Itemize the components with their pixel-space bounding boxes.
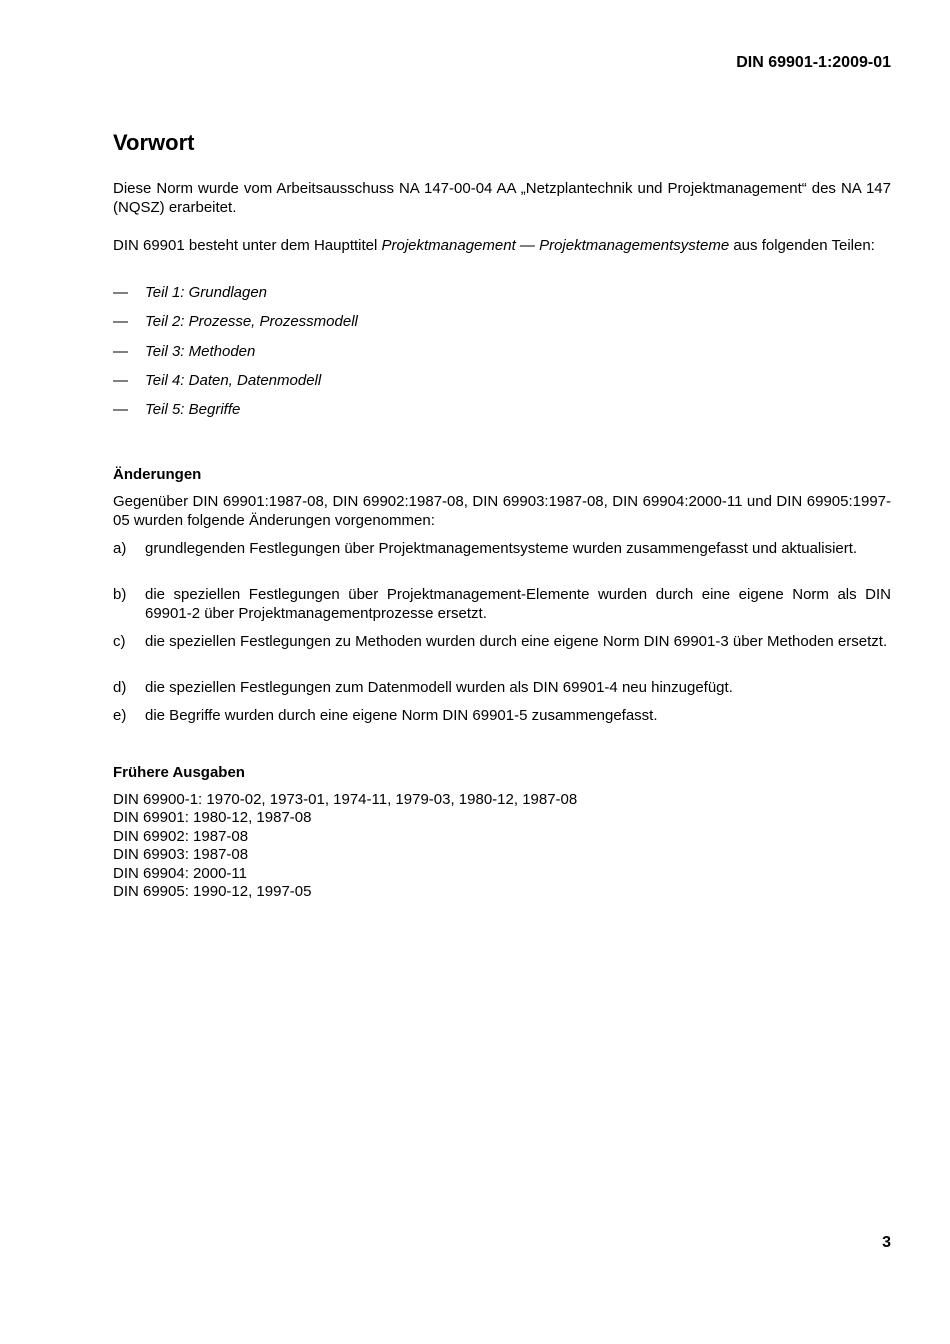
intro-paragraph-2 bbox=[113, 237, 891, 256]
dash-marker: — bbox=[113, 401, 128, 418]
change-text: die speziellen Festlegungen zum Datenmodell wurden als DIN 69901-4 neu hinzugefügt. bbox=[145, 679, 733, 696]
dash-marker: — bbox=[113, 313, 128, 330]
list-marker: a) bbox=[113, 540, 127, 557]
change-list-item bbox=[113, 707, 891, 726]
dash-marker: — bbox=[113, 372, 128, 389]
page-title: Vorwort bbox=[113, 130, 195, 155]
part-label: Teil 3: Methoden bbox=[145, 343, 256, 360]
change-text: die speziellen Festlegungen über Projektmanagement-Elemente wurden durch eine eigene Norm als DIN 69901-2 über Projektmanagementprozesse ersetzt. bbox=[145, 586, 891, 622]
change-list-item bbox=[113, 540, 891, 559]
changes-heading: Änderungen bbox=[113, 466, 202, 483]
earlier-editions-list bbox=[113, 791, 577, 901]
part-label: Teil 5: Begriffe bbox=[145, 401, 241, 418]
list-marker: e) bbox=[113, 707, 127, 724]
page-number: 3 bbox=[882, 1234, 891, 1251]
intro-text-1: Diese Norm wurde vom Arbeitsausschuss NA 147-00-04 AA „Netzplantechnik und Projektmanagement“ des NA 147 (NQSZ) erarbeitet. bbox=[113, 180, 891, 216]
edition-line: DIN 69902: 1987-08 bbox=[113, 827, 249, 845]
edition-line: DIN 69905: 1990-12, 1997-05 bbox=[113, 883, 312, 901]
changes-intro-text: Gegenüber DIN 69901:1987-08, DIN 69902:1987-08, DIN 69903:1987-08, DIN 69904:2000-11 und DIN 69905:1997-05 wurden folgende Änderungen vorgenommen: bbox=[113, 493, 891, 529]
change-list-item bbox=[113, 633, 891, 652]
intro-text-2 bbox=[113, 237, 891, 256]
change-text: die speziellen Festlegungen zu Methoden wurden durch eine eigene Norm DIN 69901-3 über Methoden ersetzt. bbox=[145, 633, 888, 650]
edition-line: DIN 69900-1: 1970-02, 1973-01, 1974-11, 1979-03, 1980-12, 1987-08 bbox=[113, 791, 578, 808]
intro-text-2-pre: DIN 69901 besteht unter dem Haupttitel bbox=[113, 237, 382, 254]
main-title-ref: Projektmanagement — Projektmanagementsysteme bbox=[381, 237, 730, 254]
list-marker: b) bbox=[113, 586, 127, 603]
earlier-editions-heading: Frühere Ausgaben bbox=[113, 764, 245, 781]
dash-marker: — bbox=[113, 343, 128, 360]
dash-marker: — bbox=[113, 284, 128, 301]
change-list-item bbox=[113, 679, 891, 698]
change-text: die Begriffe wurden durch eine eigene Norm DIN 69901-5 zusammengefasst. bbox=[145, 707, 658, 724]
edition-line: DIN 69903: 1987-08 bbox=[113, 846, 249, 864]
part-label: Teil 4: Daten, Datenmodell bbox=[145, 372, 322, 389]
edition-line: DIN 69901: 1980-12, 1987-08 bbox=[113, 809, 312, 827]
change-text: grundlegenden Festlegungen über Projektmanagementsysteme wurden zusammengefasst und aktualisiert. bbox=[145, 540, 858, 557]
change-list-item bbox=[113, 586, 891, 623]
list-marker: d) bbox=[113, 679, 127, 696]
part-label: Teil 2: Prozesse, Prozessmodell bbox=[145, 313, 358, 330]
part-label: Teil 1: Grundlagen bbox=[145, 284, 268, 301]
list-marker: c) bbox=[113, 633, 126, 650]
document-id: DIN 69901-1:2009-01 bbox=[736, 54, 891, 71]
intro-text-2-post: aus folgenden Teilen: bbox=[729, 237, 875, 254]
edition-line: DIN 69904: 2000-11 bbox=[113, 864, 247, 882]
intro-paragraph-1 bbox=[113, 180, 891, 217]
changes-intro bbox=[113, 493, 891, 530]
